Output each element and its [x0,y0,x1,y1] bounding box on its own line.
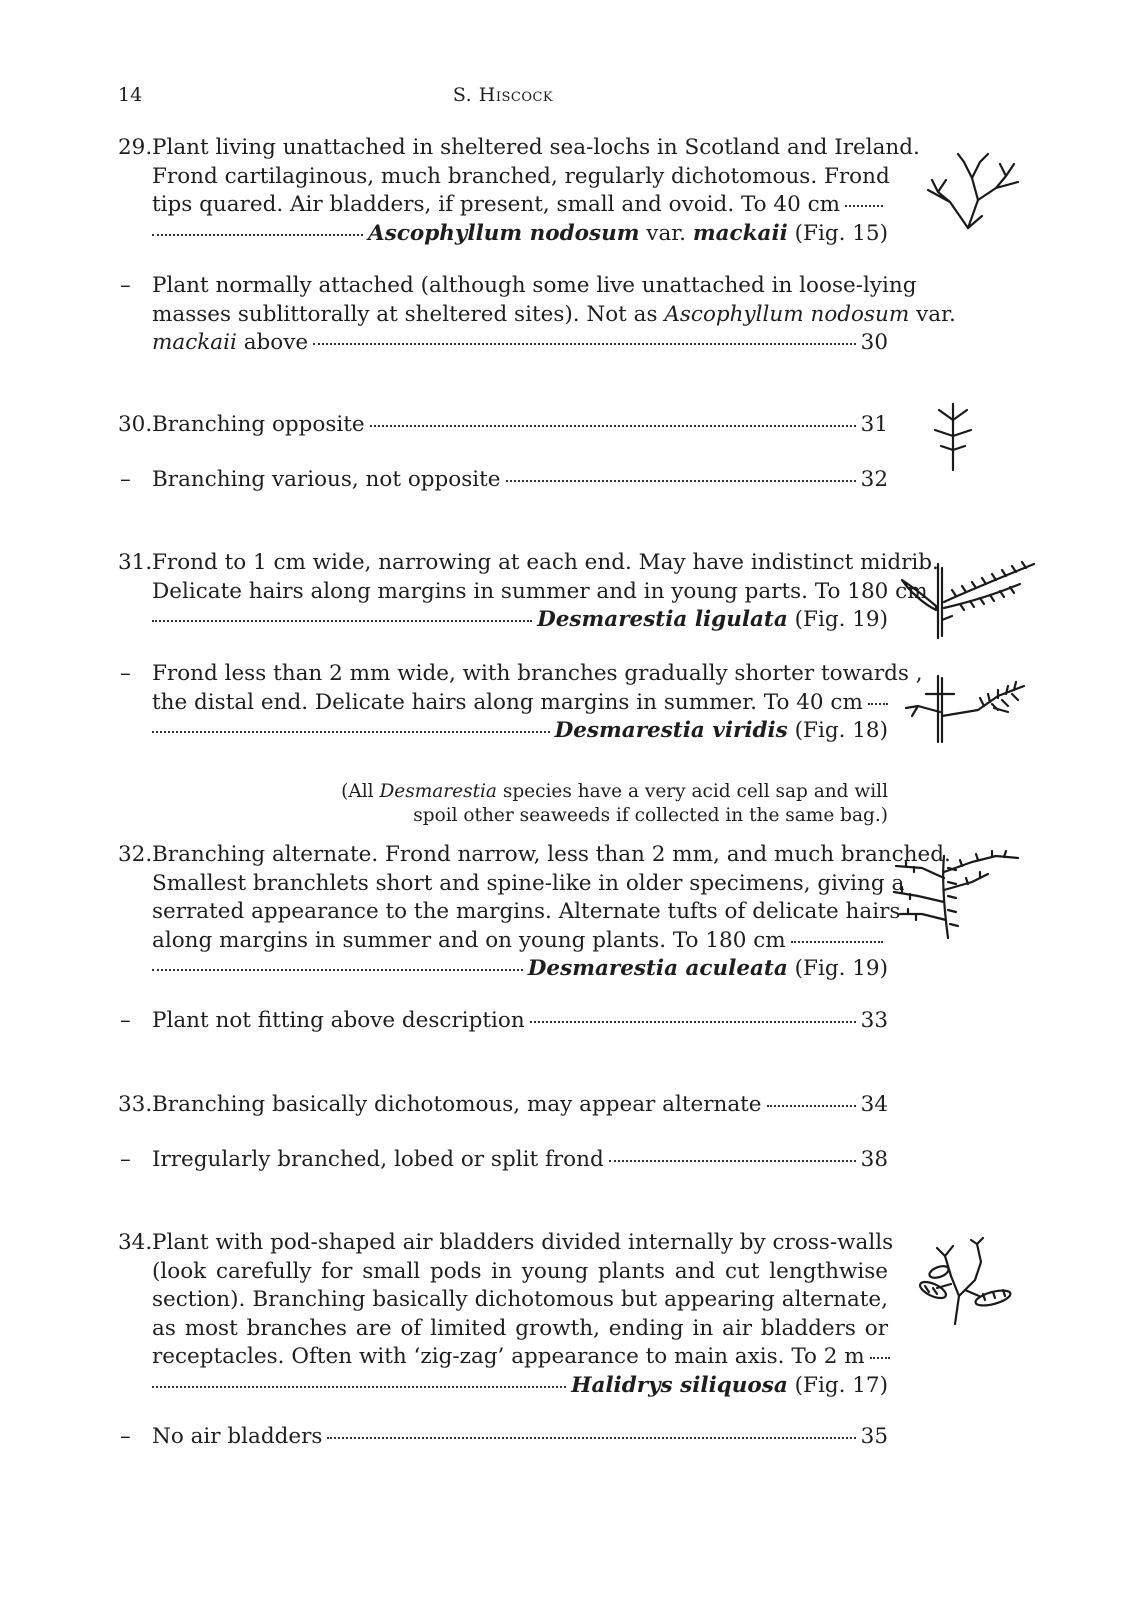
couplet-number: 29. [118,135,153,160]
couplet-dash: – [120,661,131,686]
dot-leader [152,731,550,733]
couplet-number: 33. [118,1092,153,1117]
entry-lead-line: mackaii above 30 [152,329,888,358]
dot-leader [530,1021,856,1023]
goto-number: 38 [860,1147,888,1172]
goto-number: 34 [860,1092,888,1117]
entry-result-line [152,717,888,746]
entry-result-line: Ascophyllum nodosum var. mackaii (Fig. 15) [152,220,888,249]
entry-line: along margins in summer and on young plants. To 180 cm [152,927,888,956]
couplet-number: 30. [118,412,153,437]
opposite-branching-drawing [925,400,985,475]
entry-line: Smallest branchlets short and spine-like in older specimens, giving a [152,870,905,896]
couplet-dash: – [120,1008,131,1033]
figure-ref: (Fig. 19) [794,956,888,981]
key-entry-30b: – Branching various, not opposite 32 [118,466,888,496]
dot-leader [370,425,856,427]
key-entry-30: 30. Branching opposite 31 [118,411,888,441]
desmarestia-aculeata-drawing [892,848,1027,943]
key-entry-31 [118,549,939,639]
couplet-dash: – [120,467,131,492]
entry-line: masses sublittorally at sheltered sites). Not as Ascophyllum nodosum var. [152,301,956,327]
dot-leader [152,969,523,971]
entry-line: Branching alternate. Frond narrow, less than 2 mm, and much branched. [152,842,951,867]
species-name: Desmarestia viridis [554,718,788,743]
entry-line: as most branches are of limited growth, ending in air bladders or [152,1315,888,1341]
entry-line: Plant normally attached (although some live unattached in loose-lying [152,273,917,298]
couplet-number: 31. [118,550,153,575]
key-entry-34 [118,1229,894,1404]
desmarestia-viridis-drawing [898,672,1033,747]
species-name: Desmarestia ligulata [537,607,788,632]
entry-line: Plant with pod-shaped air bladders divided internally by cross-walls [152,1230,894,1255]
figure-ref: (Fig. 17) [794,1372,888,1398]
goto-number: 32 [860,467,888,492]
goto-number: 31 [860,412,888,437]
entry-line: serrated appearance to the margins. Alternate tufts of delicate hairs [152,899,901,924]
entry-line: the distal end. Delicate hairs along margins in summer. To 40 cm [152,689,888,718]
goto-number: 33 [860,1008,888,1033]
entry-line: Frond less than 2 mm wide, with branches gradually shorter towards , [152,661,923,686]
couplet-dash: – [120,273,131,298]
entry-line: (look carefully for small pods in young plants and cut lengthwise [152,1258,888,1284]
species-name: Halidrys siliquosa [571,1372,788,1398]
desmarestia-note: (All Desmarestia species have a very acid cell sap and will spoil other seaweeds if collected in the same bag.) [341,781,888,826]
dot-leader [327,1437,855,1439]
dot-leader [152,234,363,236]
couplet-number: 34. [118,1230,153,1255]
entry-line: Frond to 1 cm wide, narrowing at each end. May have indistinct midrib. [152,550,939,575]
dot-leader [609,1160,856,1162]
entry-line: section). Branching basically dichotomous but appearing alternate, [152,1287,888,1312]
ascophyllum-mackaii-drawing [920,150,1030,235]
figure-ref: (Fig. 19) [794,607,888,632]
dot-leader [152,1386,566,1388]
dot-leader [868,703,888,705]
entry-line: receptacles. Often with ‘zig-zag’ appearance to main axis. To 2 m [152,1343,888,1372]
couplet-number: 32. [118,842,153,867]
dot-leader [870,1357,890,1359]
key-entry-33: 33. Branching basically dichotomous, may appear alternate 34 [118,1091,888,1121]
dot-leader [152,620,532,622]
figure-ref: (Fig. 15) [794,220,888,246]
figure-ref: (Fig. 18) [794,718,888,743]
page-number: 14 [118,84,143,106]
entry-line: Frond cartilaginous, much branched, regularly dichotomous. Frond [152,163,890,189]
dot-leader [506,480,856,482]
goto-number: 35 [860,1424,888,1449]
entry-result-line [152,606,888,635]
key-entry-29 [118,134,920,249]
running-head: S. Hiscock [452,84,554,106]
key-entry-34b: – No air bladders 35 [118,1423,888,1453]
couplet-dash: – [120,1147,131,1172]
goto-number: 30 [860,330,888,355]
entry-result-line [152,955,888,984]
page-header [118,84,888,114]
dot-leader [791,941,883,943]
key-entry-31b [118,660,923,750]
key-entry-32b: – Plant not fitting above description 33 [118,1007,888,1037]
entry-line: Plant living unattached in sheltered sea-lochs in Scotland and Ireland. [152,135,920,160]
dot-leader [313,343,856,345]
entry-line: tips quared. Air bladders, if present, small and ovoid. To 40 cm [152,191,888,220]
key-entry-33b: – Irregularly branched, lobed or split frond 38 [118,1146,888,1176]
halidrys-siliquosa-drawing [915,1236,1025,1331]
key-entry-29b [118,272,956,362]
species-name: Desmarestia aculeata [527,956,788,981]
entry-line: Delicate hairs along margins in summer and in young parts. To 180 cm [152,578,928,604]
dot-leader [845,205,883,207]
dot-leader [767,1105,856,1107]
key-entry-32 [118,841,951,986]
desmarestia-ligulata-drawing [900,558,1040,643]
entry-result-line [152,1372,888,1401]
couplet-dash: – [120,1424,131,1449]
species-name: Ascophyllum nodosum [368,220,640,246]
